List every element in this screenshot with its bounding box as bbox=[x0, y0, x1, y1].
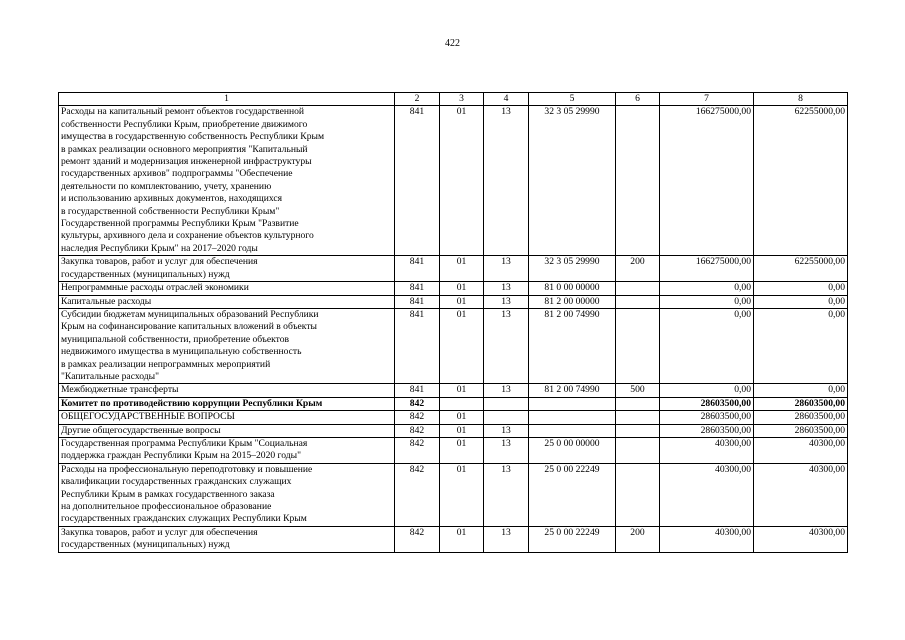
header-cell-7: 7 bbox=[660, 93, 754, 106]
admin-code: 842 bbox=[395, 526, 440, 552]
row-name: Межбюджетные трансферты bbox=[59, 384, 395, 397]
row-name: Расходы на профессиональную переподготовку и повышение квалификации государственных гражданских служащих Республики Крым в рамках государственного заказа на дополнительное профессиональное образование государственных гражданских служащих Республики Крым bbox=[59, 463, 395, 526]
subsection-code: 13 bbox=[484, 437, 529, 463]
row-name: Закупка товаров, работ и услуг для обеспечения государственных (муниципальных) нужд bbox=[59, 526, 395, 552]
subsection-code: 13 bbox=[484, 308, 529, 383]
amount-2019: 0,00 bbox=[660, 384, 754, 397]
target-code: 25 0 00 00000 bbox=[529, 437, 616, 463]
target-code: 81 2 00 74990 bbox=[529, 384, 616, 397]
table-row bbox=[59, 411, 848, 424]
amount-2020: 28603500,00 bbox=[754, 397, 848, 410]
expense-type bbox=[616, 424, 660, 437]
table-row bbox=[59, 424, 848, 437]
admin-code: 841 bbox=[395, 384, 440, 397]
amount-2019: 40300,00 bbox=[660, 463, 754, 526]
subsection-code bbox=[484, 397, 529, 410]
amount-2020: 0,00 bbox=[754, 282, 848, 295]
expense-type: 500 bbox=[616, 384, 660, 397]
amount-2019: 28603500,00 bbox=[660, 411, 754, 424]
section-code: 01 bbox=[440, 295, 484, 308]
admin-code: 842 bbox=[395, 397, 440, 410]
amount-2019: 40300,00 bbox=[660, 526, 754, 552]
expense-type bbox=[616, 106, 660, 256]
row-name: Закупка товаров, работ и услуг для обеспечения государственных (муниципальных) нужд bbox=[59, 256, 395, 282]
subsection-code bbox=[484, 411, 529, 424]
subsection-code: 13 bbox=[484, 295, 529, 308]
target-code: 32 3 05 29990 bbox=[529, 106, 616, 256]
subsection-code: 13 bbox=[484, 463, 529, 526]
table-row bbox=[59, 106, 848, 256]
target-code: 81 2 00 74990 bbox=[529, 308, 616, 383]
section-code: 01 bbox=[440, 282, 484, 295]
amount-2020: 40300,00 bbox=[754, 463, 848, 526]
target-code: 25 0 00 22249 bbox=[529, 526, 616, 552]
section-code: 01 bbox=[440, 463, 484, 526]
amount-2020: 62255000,00 bbox=[754, 256, 848, 282]
row-name: Капитальные расходы bbox=[59, 295, 395, 308]
table-row bbox=[59, 463, 848, 526]
amount-2019: 166275000,00 bbox=[660, 106, 754, 256]
header-cell-6: 6 bbox=[616, 93, 660, 106]
subsection-code: 13 bbox=[484, 256, 529, 282]
section-code: 01 bbox=[440, 437, 484, 463]
amount-2019: 40300,00 bbox=[660, 437, 754, 463]
table-row bbox=[59, 256, 848, 282]
target-code bbox=[529, 424, 616, 437]
target-code bbox=[529, 411, 616, 424]
header-cell-5: 5 bbox=[529, 93, 616, 106]
admin-code: 841 bbox=[395, 308, 440, 383]
section-code: 01 bbox=[440, 424, 484, 437]
expense-type bbox=[616, 308, 660, 383]
row-name: Комитет по противодействию коррупции Республики Крым bbox=[59, 397, 395, 410]
amount-2020: 0,00 bbox=[754, 308, 848, 383]
amount-2019: 166275000,00 bbox=[660, 256, 754, 282]
amount-2019: 28603500,00 bbox=[660, 397, 754, 410]
table-row bbox=[59, 282, 848, 295]
expense-type bbox=[616, 397, 660, 410]
section-code: 01 bbox=[440, 411, 484, 424]
section-code: 01 bbox=[440, 256, 484, 282]
row-name: Государственная программа Республики Крым "Социальная поддержка граждан Республики Крым на 2015–2020 годы" bbox=[59, 437, 395, 463]
expense-type bbox=[616, 463, 660, 526]
section-code: 01 bbox=[440, 106, 484, 256]
expense-type bbox=[616, 282, 660, 295]
row-name: Субсидии бюджетам муниципальных образований Республики Крым на софинансирование капитальных вложений в объекты муниципальной собственности, приобретение объектов недвижимого имущества в муниципальную собственность в рамках реализации непрограммных мероприятий "Капитальные расходы" bbox=[59, 308, 395, 383]
amount-2020: 62255000,00 bbox=[754, 106, 848, 256]
subsection-code: 13 bbox=[484, 424, 529, 437]
table-row bbox=[59, 384, 848, 397]
admin-code: 842 bbox=[395, 463, 440, 526]
admin-code: 842 bbox=[395, 411, 440, 424]
admin-code: 841 bbox=[395, 282, 440, 295]
amount-2020: 0,00 bbox=[754, 295, 848, 308]
admin-code: 841 bbox=[395, 295, 440, 308]
amount-2020: 0,00 bbox=[754, 384, 848, 397]
row-name: ОБЩЕГОСУДАРСТВЕННЫЕ ВОПРОСЫ bbox=[59, 411, 395, 424]
target-code: 81 0 00 00000 bbox=[529, 282, 616, 295]
subsection-code: 13 bbox=[484, 526, 529, 552]
section-code: 01 bbox=[440, 526, 484, 552]
amount-2020: 40300,00 bbox=[754, 437, 848, 463]
amount-2020: 28603500,00 bbox=[754, 424, 848, 437]
expense-type: 200 bbox=[616, 526, 660, 552]
table-row bbox=[59, 437, 848, 463]
expense-type: 200 bbox=[616, 256, 660, 282]
header-cell-2: 2 bbox=[395, 93, 440, 106]
table-body bbox=[59, 93, 848, 553]
amount-2019: 0,00 bbox=[660, 295, 754, 308]
amount-2019: 0,00 bbox=[660, 282, 754, 295]
row-name: Расходы на капитальный ремонт объектов государственной собственности Республики Крым, приобретение движимого имущества в государственную собственность Республики Крым в рамках реализации основного мероприятия "Капитальный ремонт зданий и модернизация инженерной инфраструктуры государственных архивов" подпрограммы "Обеспечение деятельности по комплектованию, учету, хранению и использованию архивных документов, находящихся в государственной собственности Республики Крым" Государственной программы Республики Крым "Развитие культуры, архивного дела и сохранение объектов культурного наследия Республики Крым" на 2017–2020 годы bbox=[59, 106, 395, 256]
page-number: 422 bbox=[445, 38, 460, 49]
target-code: 25 0 00 22249 bbox=[529, 463, 616, 526]
amount-2019: 0,00 bbox=[660, 308, 754, 383]
subsection-code: 13 bbox=[484, 384, 529, 397]
target-code: 32 3 05 29990 bbox=[529, 256, 616, 282]
row-name: Непрограммные расходы отраслей экономики bbox=[59, 282, 395, 295]
subsection-code: 13 bbox=[484, 282, 529, 295]
header-cell-1: 1 bbox=[59, 93, 395, 106]
table-row bbox=[59, 308, 848, 383]
admin-code: 842 bbox=[395, 437, 440, 463]
header-cell-3: 3 bbox=[440, 93, 484, 106]
expense-type bbox=[616, 295, 660, 308]
target-code bbox=[529, 397, 616, 410]
expense-type bbox=[616, 411, 660, 424]
subsection-code: 13 bbox=[484, 106, 529, 256]
admin-code: 842 bbox=[395, 424, 440, 437]
budget-table bbox=[58, 92, 848, 553]
table-row bbox=[59, 295, 848, 308]
target-code: 81 2 00 00000 bbox=[529, 295, 616, 308]
table-row bbox=[59, 526, 848, 552]
section-code bbox=[440, 397, 484, 410]
header-cell-4: 4 bbox=[484, 93, 529, 106]
header-row bbox=[59, 93, 848, 106]
header-cell-8: 8 bbox=[754, 93, 848, 106]
section-code: 01 bbox=[440, 384, 484, 397]
amount-2020: 40300,00 bbox=[754, 526, 848, 552]
amount-2019: 28603500,00 bbox=[660, 424, 754, 437]
amount-2020: 28603500,00 bbox=[754, 411, 848, 424]
admin-code: 841 bbox=[395, 256, 440, 282]
table-row bbox=[59, 397, 848, 410]
section-code: 01 bbox=[440, 308, 484, 383]
expense-type bbox=[616, 437, 660, 463]
admin-code: 841 bbox=[395, 106, 440, 256]
row-name: Другие общегосударственные вопросы bbox=[59, 424, 395, 437]
